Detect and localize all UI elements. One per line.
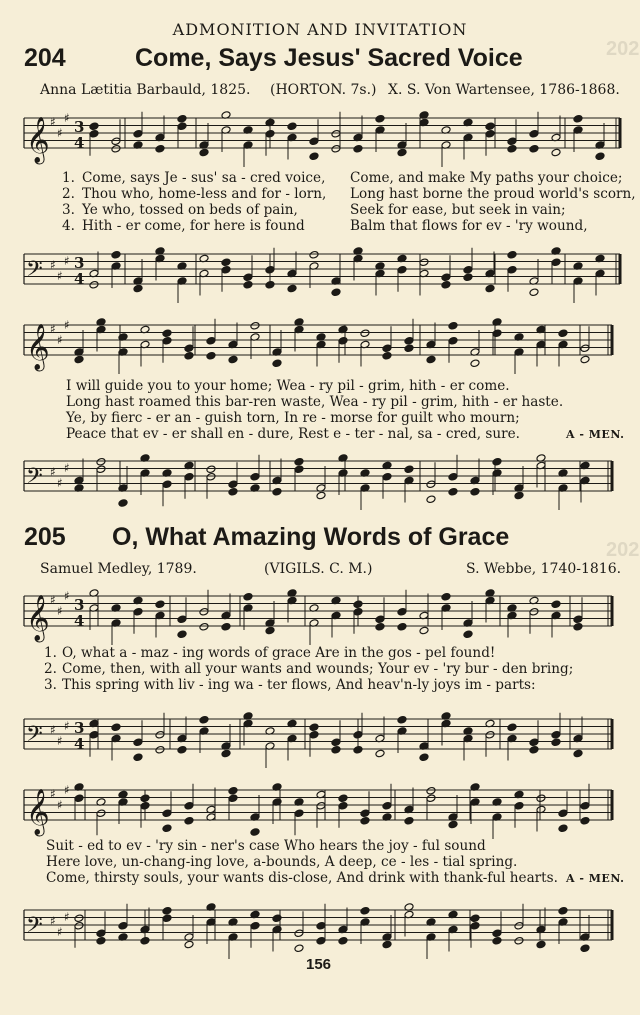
page-number: 156: [306, 956, 332, 973]
note-head: [199, 715, 209, 724]
hymn-tune: (HORTON. 7s.): [270, 82, 377, 98]
note-head: [243, 592, 253, 601]
sharp-sign: ♯: [57, 925, 63, 939]
note-head: [162, 824, 172, 833]
lyric-line: Come, then, with all your wants and wounds; Your ev - 'ry bur - den bring;: [62, 661, 574, 677]
note-head: [338, 794, 348, 803]
note-head: [492, 457, 502, 466]
note-head: [382, 801, 392, 810]
note-head: [470, 914, 480, 923]
clef: 𝄞: [26, 324, 50, 370]
note-head: [265, 129, 275, 138]
note-head: [573, 749, 583, 758]
sharp-sign: ♯: [50, 115, 56, 129]
note-head: [353, 745, 363, 754]
note-head: [228, 487, 238, 496]
note-head: [206, 465, 216, 474]
note-head: [448, 487, 458, 496]
note-head: [470, 359, 480, 368]
note-head: [184, 940, 194, 949]
note-head: [485, 129, 495, 138]
note-head: [111, 137, 121, 146]
note-head: [514, 936, 524, 945]
lyric-line: Long hast roamed this bar-ren waste, Wea - ry pil - grim, hith - er haste.: [66, 394, 564, 410]
sharp-sign: ♯: [64, 589, 70, 603]
note-head: [470, 487, 480, 496]
note-head: [294, 944, 304, 953]
note-head: [177, 745, 187, 754]
note-head: [243, 273, 253, 282]
note-head: [353, 607, 363, 616]
note-head: [199, 622, 209, 631]
note-head: [558, 824, 568, 833]
time-signature: 3: [74, 719, 85, 737]
note-head: [265, 265, 275, 274]
note-head: [375, 622, 385, 631]
amen: A - MEN.: [566, 872, 625, 885]
lyric-line: Peace that ev - er shall en - dure, Rest e - ter - nal, sa - cred, sure.: [66, 426, 520, 442]
sharp-sign: ♯: [64, 910, 70, 924]
note-head: [426, 480, 436, 489]
note-head: [448, 820, 458, 829]
note-head: [426, 794, 436, 803]
lyric-line: Balm that flows for ev - 'ry wound,: [350, 218, 588, 234]
note-head: [507, 137, 517, 146]
note-head: [155, 745, 165, 754]
note-head: [89, 129, 99, 138]
verse-number: 1.: [44, 645, 57, 661]
lyric-line: Come, thirsty souls, your wants dis-close, And drink with thank-ful hearts.: [46, 870, 558, 886]
sharp-sign: ♯: [57, 269, 63, 283]
note-head: [331, 144, 341, 153]
hymn-composer: S. Webbe, 1740-1816.: [466, 561, 622, 577]
sharp-sign: ♯: [57, 734, 63, 748]
note-head: [382, 472, 392, 481]
amen: A - MEN.: [566, 428, 625, 441]
note-head: [221, 258, 231, 267]
note-head: [448, 321, 458, 330]
note-head: [419, 626, 429, 635]
lyric-line: O, what a - maz - ing words of grace Are in the gos - pel found!: [62, 645, 496, 661]
note-head: [89, 122, 99, 131]
note-head: [316, 936, 326, 945]
sharp-sign: ♯: [50, 723, 56, 737]
note-head: [140, 794, 150, 803]
sharp-sign: ♯: [64, 783, 70, 797]
note-head: [155, 144, 165, 153]
note-head: [580, 944, 590, 953]
lyric-line: Come, says Je - sus' sa - cred voice,: [82, 170, 326, 186]
running-head: ADMONITION AND INVITATION: [172, 20, 468, 39]
sharp-sign: ♯: [50, 593, 56, 607]
note-head: [265, 280, 275, 289]
note-head: [514, 921, 524, 930]
note-head: [580, 801, 590, 810]
clef: 𝄢: [26, 722, 43, 752]
sharp-sign: ♯: [64, 461, 70, 475]
sharp-sign: ♯: [64, 254, 70, 268]
note-head: [133, 753, 143, 762]
hymn-number: 205: [24, 523, 66, 551]
note-head: [206, 472, 216, 481]
note-head: [448, 336, 458, 345]
note-head: [353, 144, 363, 153]
lyric-line: I will guide you to your home; Wea - ry pil - grim, hith - er come.: [66, 378, 510, 394]
note-head: [507, 250, 517, 259]
note-head: [133, 607, 143, 616]
note-head: [309, 730, 319, 739]
lyric-line: Come, and make My paths your choice;: [350, 170, 623, 186]
sharp-sign: ♯: [57, 604, 63, 618]
note-head: [265, 626, 275, 635]
note-head: [382, 940, 392, 949]
sharp-sign: ♯: [64, 111, 70, 125]
note-head: [382, 351, 392, 360]
lyric-line: Thou who, home-less and for - lorn,: [82, 186, 327, 202]
note-head: [228, 794, 238, 803]
lyric-line: Ye, by fierc - er an - guish torn, In re - morse for guilt who mourn;: [66, 410, 520, 426]
note-head: [375, 615, 385, 624]
note-head: [492, 329, 502, 338]
note-head: [89, 280, 99, 289]
note-head: [96, 929, 106, 938]
note-head: [221, 749, 231, 758]
note-head: [228, 786, 238, 795]
note-head: [221, 622, 231, 631]
clef: 𝄢: [26, 257, 43, 287]
note-head: [177, 630, 187, 639]
note-head: [448, 472, 458, 481]
sharp-sign: ♯: [57, 333, 63, 347]
sharp-sign: ♯: [57, 476, 63, 490]
note-head: [162, 329, 172, 338]
lyric-line: Seek for ease, but seek in vain;: [350, 202, 566, 218]
note-head: [155, 600, 165, 609]
note-head: [551, 600, 561, 609]
note-head: [338, 936, 348, 945]
note-head: [309, 723, 319, 732]
note-head: [221, 265, 231, 274]
sharp-sign: ♯: [57, 126, 63, 140]
note-head: [287, 122, 297, 131]
note-head: [485, 730, 495, 739]
note-head: [316, 801, 326, 810]
verse-number: 4.: [62, 218, 75, 234]
note-head: [580, 816, 590, 825]
note-head: [551, 730, 561, 739]
note-head: [96, 465, 106, 474]
note-head: [360, 906, 370, 915]
note-head: [243, 280, 253, 289]
note-head: [441, 592, 451, 601]
note-head: [272, 359, 282, 368]
note-head: [118, 921, 128, 930]
note-head: [133, 738, 143, 747]
note-head: [375, 749, 385, 758]
note-head: [162, 914, 172, 923]
note-head: [155, 730, 165, 739]
lyric-line: Ye who, tossed on beds of pain,: [82, 202, 298, 218]
note-head: [316, 921, 326, 930]
note-head: [89, 730, 99, 739]
note-head: [118, 499, 128, 508]
note-head: [573, 615, 583, 624]
note-head: [404, 816, 414, 825]
note-head: [250, 921, 260, 930]
note-head: [353, 730, 363, 739]
note-head: [397, 265, 407, 274]
time-signature: 4: [74, 270, 85, 288]
note-head: [250, 472, 260, 481]
note-head: [514, 801, 524, 810]
time-signature: 4: [74, 735, 85, 753]
hymn-tune: (VIGILS. C. M.): [264, 561, 373, 577]
time-signature: 4: [74, 612, 85, 630]
lyric-line: Hith - er come, for here is found: [82, 218, 305, 234]
note-head: [529, 738, 539, 747]
hymn-number: 204: [24, 44, 66, 72]
note-head: [331, 129, 341, 138]
note-head: [162, 480, 172, 489]
note-head: [250, 828, 260, 837]
note-head: [463, 265, 473, 274]
note-head: [331, 745, 341, 754]
note-head: [529, 129, 539, 138]
time-signature: 3: [74, 596, 85, 614]
verse-number: 2.: [44, 661, 57, 677]
hymn-author: Samuel Medley, 1789.: [40, 561, 197, 577]
note-head: [74, 914, 84, 923]
sharp-sign: ♯: [50, 787, 56, 801]
hymn-author: Anna Lætitia Barbauld, 1825.: [40, 82, 251, 98]
note-head: [111, 723, 121, 732]
note-head: [529, 144, 539, 153]
note-head: [162, 336, 172, 345]
note-head: [331, 738, 341, 747]
note-head: [206, 351, 216, 360]
time-signature: 3: [74, 254, 85, 272]
note-head: [441, 280, 451, 289]
note-head: [162, 906, 172, 915]
note-head: [140, 936, 150, 945]
note-head: [397, 607, 407, 616]
note-head: [250, 321, 260, 330]
note-head: [404, 336, 414, 345]
note-head: [426, 355, 436, 364]
note-head: [382, 344, 392, 353]
sharp-sign: ♯: [57, 798, 63, 812]
note-head: [162, 809, 172, 818]
clef: 𝄞: [26, 595, 50, 641]
note-head: [375, 114, 385, 123]
note-head: [463, 630, 473, 639]
clef: 𝄞: [26, 117, 50, 163]
note-head: [184, 472, 194, 481]
verse-number: 1.: [62, 170, 75, 186]
note-head: [294, 465, 304, 474]
note-head: [360, 809, 370, 818]
note-head: [551, 258, 561, 267]
note-head: [485, 122, 495, 131]
time-signature: 4: [74, 134, 85, 152]
clef: 𝄢: [26, 464, 43, 494]
lyric-line: This spring with liv - ing wa - ter flows, And heav'n-ly joys im - parts:: [62, 677, 536, 693]
note-head: [573, 114, 583, 123]
hymn-title: Come, Says Jesus' Sacred Voice: [135, 44, 523, 72]
note-head: [74, 794, 84, 803]
note-head: [140, 801, 150, 810]
note-head: [426, 786, 436, 795]
sharp-sign: ♯: [50, 465, 56, 479]
clef: 𝄞: [26, 789, 50, 835]
note-head: [338, 801, 348, 810]
note-head: [397, 715, 407, 724]
note-head: [309, 250, 319, 259]
note-head: [316, 491, 326, 500]
note-head: [353, 600, 363, 609]
bleed-through-number: 202: [606, 38, 640, 60]
verse-number: 3.: [62, 202, 75, 218]
note-head: [558, 906, 568, 915]
note-head: [536, 940, 546, 949]
note-head: [287, 284, 297, 293]
note-head: [199, 607, 209, 616]
lyric-line: Here love, un-chang-ing love, a-bounds, A deep, ce - les - tial spring.: [46, 854, 518, 870]
note-head: [404, 344, 414, 353]
note-head: [184, 801, 194, 810]
note-head: [331, 288, 341, 297]
hymn-title: O, What Amazing Words of Grace: [112, 523, 510, 551]
note-head: [419, 753, 429, 762]
sharp-sign: ♯: [50, 914, 56, 928]
verse-number: 3.: [44, 677, 57, 693]
note-head: [199, 148, 209, 157]
sharp-sign: ♯: [64, 318, 70, 332]
note-head: [360, 816, 370, 825]
sharp-sign: ♯: [64, 719, 70, 733]
note-head: [184, 351, 194, 360]
lyric-line: Long hast borne the proud world's scorn,: [350, 186, 636, 202]
clef: 𝄢: [26, 913, 43, 943]
note-head: [397, 622, 407, 631]
note-head: [470, 921, 480, 930]
note-head: [309, 152, 319, 161]
note-head: [551, 738, 561, 747]
note-head: [551, 148, 561, 157]
note-head: [404, 465, 414, 474]
note-head: [492, 929, 502, 938]
note-head: [294, 457, 304, 466]
note-head: [507, 144, 517, 153]
note-head: [397, 148, 407, 157]
note-head: [580, 355, 590, 364]
note-head: [558, 329, 568, 338]
note-head: [492, 936, 502, 945]
note-head: [184, 816, 194, 825]
note-head: [111, 250, 121, 259]
sharp-sign: ♯: [50, 322, 56, 336]
note-head: [96, 457, 106, 466]
note-head: [573, 622, 583, 631]
note-head: [74, 355, 84, 364]
note-head: [177, 114, 187, 123]
note-head: [360, 329, 370, 338]
verse-number: 2.: [62, 186, 75, 202]
note-head: [441, 273, 451, 282]
note-head: [184, 344, 194, 353]
time-signature: 3: [74, 118, 85, 136]
note-head: [272, 487, 282, 496]
note-head: [338, 336, 348, 345]
note-head: [580, 344, 590, 353]
note-head: [558, 809, 568, 818]
note-head: [595, 152, 605, 161]
note-head: [74, 921, 84, 930]
sharp-sign: ♯: [50, 258, 56, 272]
note-head: [294, 809, 304, 818]
note-head: [96, 936, 106, 945]
note-head: [419, 258, 429, 267]
bleed-through-number: 202: [606, 539, 640, 561]
note-head: [529, 607, 539, 616]
note-head: [177, 615, 187, 624]
note-head: [507, 723, 517, 732]
note-head: [133, 129, 143, 138]
note-head: [485, 284, 495, 293]
note-head: [206, 336, 216, 345]
note-head: [529, 745, 539, 754]
note-head: [536, 794, 546, 803]
note-head: [96, 809, 106, 818]
note-head: [133, 284, 143, 293]
lyric-line: Suit - ed to ev - 'ry sin - ner's case Who hears the joy - ful sound: [46, 838, 486, 854]
note-head: [177, 122, 187, 131]
note-head: [529, 288, 539, 297]
note-head: [507, 265, 517, 274]
hymn-composer: X. S. Von Wartensee, 1786-1868.: [388, 82, 620, 98]
note-head: [228, 355, 238, 364]
note-head: [294, 929, 304, 938]
note-head: [111, 144, 121, 153]
note-head: [309, 137, 319, 146]
note-head: [228, 480, 238, 489]
note-head: [463, 273, 473, 282]
note-head: [426, 495, 436, 504]
note-head: [514, 491, 524, 500]
